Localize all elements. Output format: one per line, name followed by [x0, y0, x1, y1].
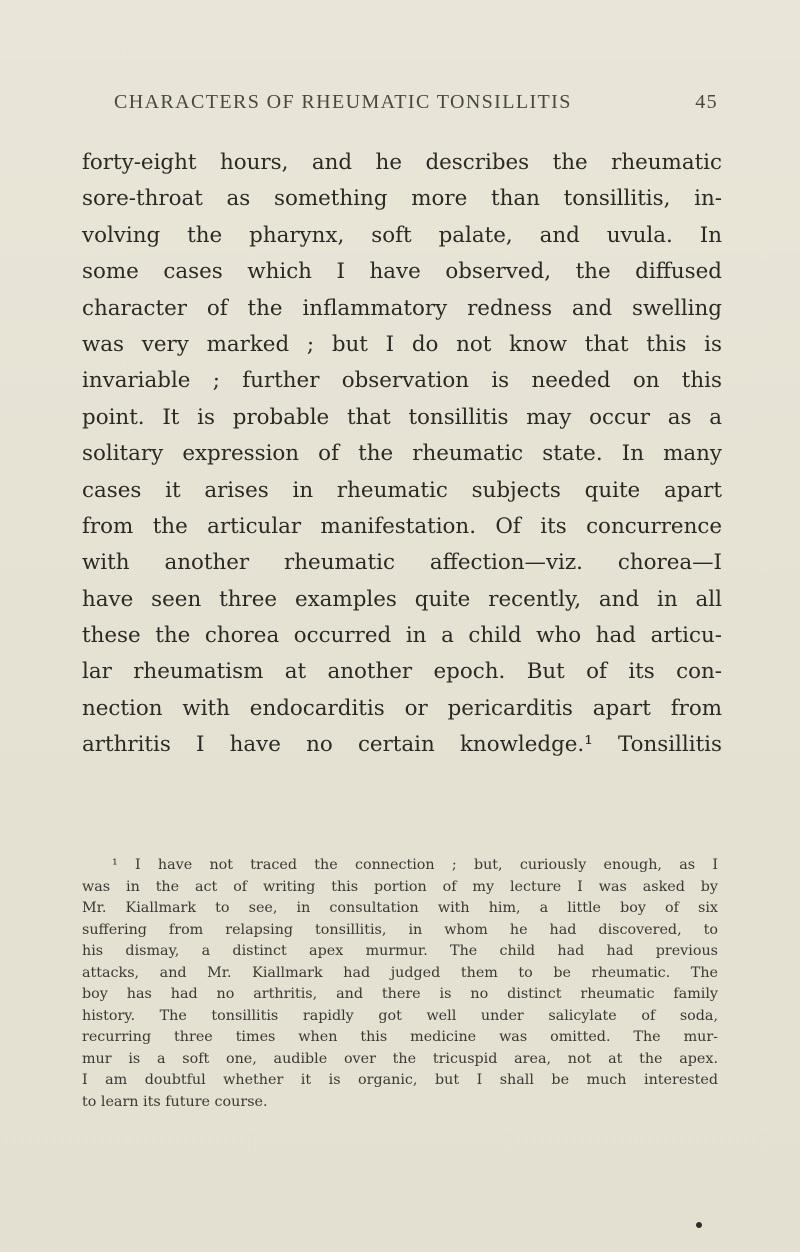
body-text [82, 145, 722, 764]
footnote-line: suffering from relapsing tonsillitis, in whom he had discovered, to [82, 921, 718, 938]
body-line: cases it arises in rheumatic subjects quite apart [82, 477, 722, 503]
footnote-line: Mr. Kiallmark to see, in consultation with him, a little boy of six [82, 900, 718, 917]
footnote-line: was in the act of writing this portion of my lecture I was asked by [82, 878, 718, 895]
body-line: nection with endocarditis or pericarditis apart from [82, 695, 722, 721]
running-head-title: CHARACTERS OF RHEUMATIC TONSILLITIS [114, 91, 572, 113]
footnote-line: ¹ I have not traced the connection ; but, curiously enough, as I [112, 857, 718, 873]
body-line: these the chorea occurred in a child who had articu- [82, 623, 722, 649]
footnote-line: to learn its future course. [82, 1094, 268, 1111]
body-line: arthritis I have no certain knowledge.¹ Tonsillitis [82, 732, 722, 758]
body-line: sore-throat as something more than tonsillitis, in- [82, 186, 722, 212]
body-line: with another rheumatic affection—viz. chorea—I [82, 550, 722, 576]
body-line: volving the pharynx, soft palate, and uvula. In [82, 222, 722, 248]
footnote-line: recurring three times when this medicine was omitted. The mur- [82, 1029, 718, 1046]
printer-mark [696, 1222, 702, 1228]
footnote-line: mur is a soft one, audible over the tricuspid area, not at the apex. [82, 1050, 718, 1067]
footnote-line: boy has had no arthritis, and there is no distinct rheumatic family [82, 986, 718, 1003]
body-line: character of the inflammatory redness and swelling [82, 295, 722, 321]
footnote-line: I am doubtful whether it is organic, but I shall be much interested [82, 1072, 718, 1089]
body-line: was very marked ; but I do not know that this is [82, 331, 722, 357]
body-line: solitary expression of the rheumatic state. In many [82, 441, 722, 467]
body-line: point. It is probable that tonsillitis may occur as a [82, 404, 722, 430]
footnote-line: attacks, and Mr. Kiallmark had judged them to be rheumatic. The [82, 964, 718, 981]
body-line: invariable ; further observation is needed on this [82, 368, 722, 394]
page-number: 45 [695, 91, 718, 113]
body-line: some cases which I have observed, the diffused [82, 259, 722, 285]
running-head [80, 91, 718, 123]
body-line: lar rheumatism at another epoch. But of its con- [82, 659, 722, 685]
footnote-line: his dismay, a distinct apex murmur. The child had had previous [82, 943, 718, 960]
body-line: have seen three examples quite recently, and in all [82, 586, 722, 612]
body-line: forty-eight hours, and he describes the rheumatic [82, 150, 722, 175]
footnote [82, 855, 718, 1114]
footnote-line: history. The tonsillitis rapidly got well under salicylate of soda, [82, 1007, 718, 1024]
body-line: from the articular manifestation. Of its concurrence [82, 513, 722, 539]
